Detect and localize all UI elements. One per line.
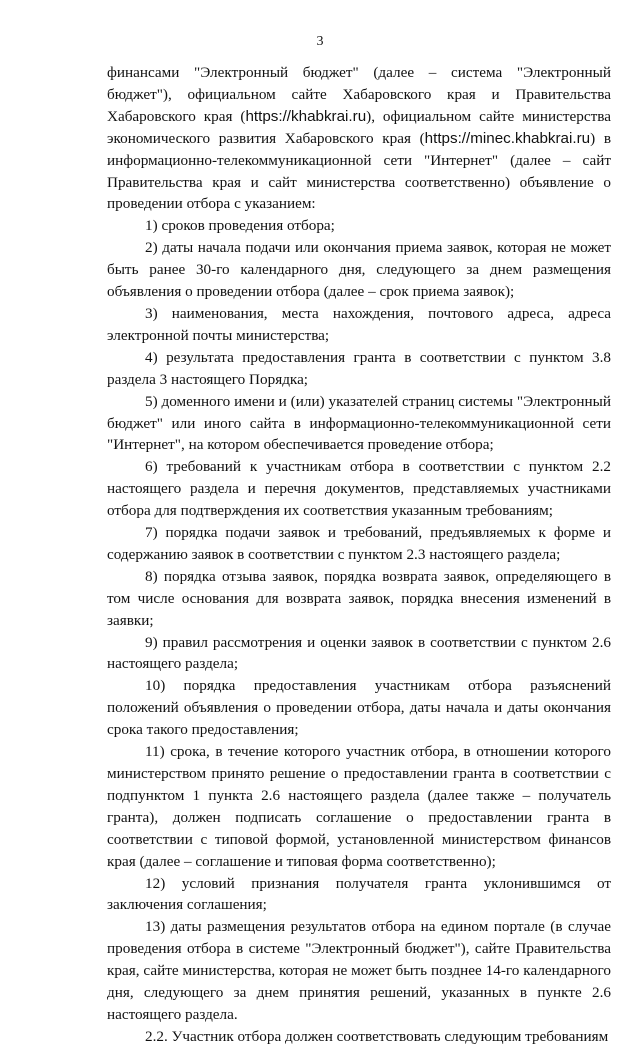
paragraph-text: 2.2. Участник отбора должен соответствовать следующим требованиям [145, 1027, 609, 1045]
paragraph-text: 2) даты начала подачи или окончания приема заявок, которая не может быть ранее 30-го календарного дня, следующего за днем размещения объявления о проведении отбора (далее – срок приема заявок); [107, 239, 611, 301]
paragraph [107, 303, 611, 347]
paragraph [107, 215, 611, 237]
paragraph [107, 566, 611, 632]
paragraph [107, 632, 611, 676]
paragraph-text: 6) требований к участникам отбора в соответствии с пунктом 2.2 настоящего раздела и перечня документов, представляемых участниками отбора для подтверждения их соответствия указанным требованиям; [107, 458, 611, 520]
paragraph [107, 873, 611, 917]
document-body [107, 62, 611, 1048]
paragraph [107, 675, 611, 741]
paragraph-text: 1) сроков проведения отбора; [145, 217, 335, 235]
paragraph [107, 62, 611, 215]
url-text: https://khabkrai.ru [245, 107, 367, 125]
page-number: 3 [316, 34, 324, 49]
paragraph [107, 456, 611, 522]
paragraph-text: 5) доменного имени и (или) указателей страниц системы "Электронный бюджет" или иного сайта в информационно-телекоммуникационной сети "Интернет", на котором обеспечивается проведение отбора; [107, 392, 611, 454]
paragraph-text: 9) правил рассмотрения и оценки заявок в соответствии с пунктом 2.6 настоящего раздела; [107, 633, 611, 673]
paragraph [107, 916, 611, 1026]
paragraph-text: 7) порядка подачи заявок и требований, предъявляемых к форме и содержанию заявок в соответствии с пунктом 2.3 настоящего раздела; [107, 524, 611, 563]
paragraph-text: ) в информационно-телекоммуникационной сети "Интернет" (далее – сайт Правительства края и сайт министерства соответственно) объявление о проведении отбора с указанием: [107, 129, 611, 213]
paragraph [107, 347, 611, 391]
paragraph-text: 12) условий признания получателя гранта уклонившимся от заключения соглашения; [107, 874, 611, 914]
paragraph [107, 1026, 611, 1048]
paragraph-text: 11) срока, в течение которого участник отбора, в отношении которого министерством принято решение о предоставлении гранта в соответствии с подпунктом 1 пункта 2.6 настоящего раздела (далее также – получатель гранта), должен подписать соглашение о предоставлении гранта в соответствии с типовой формой, установленной министерством финансов края (далее – соглашение и типовая форма соответственно); [107, 743, 611, 870]
paragraph-text: 8) порядка отзыва заявок, порядка возврата заявок, определяющего в том числе основания для возврата заявок, порядка внесения изменений в заявки; [107, 567, 611, 629]
paragraph-text: 4) результата предоставления гранта в соответствии с пунктом 3.8 раздела 3 настоящего Порядка; [107, 348, 611, 388]
paragraph-text: 13) даты размещения результатов отбора на едином портале (в случае проведения отбора в системе "Электронный бюджет"), сайте Правительства края, сайте министерства, которая не может быть позднее 14-го календарного дня, следующего за днем принятия решений, указанных в пункте 2.6 настоящего раздела. [107, 918, 611, 1023]
paragraph-text: ), официальном сайте министерства экономического развития Хабаровского края ( [107, 107, 611, 147]
paragraph [107, 741, 611, 872]
paragraph-text: 10) порядка предоставления участникам отбора разъяснений положений объявления о проведении отбора, даты начала и даты окончания срока такого предоставления; [107, 677, 611, 739]
paragraph [107, 391, 611, 457]
paragraph-text: 3) наименования, места нахождения, почтового адреса, адреса электронной почты министерства; [107, 304, 611, 344]
paragraph [107, 522, 611, 566]
paragraph-text: финансами "Электронный бюджет" (далее – система "Электронный бюджет"), официальном сайте Хабаровского края и Правительства Хабаровского края ( [107, 64, 611, 125]
paragraph [107, 237, 611, 303]
url-text: https://minec.khabkrai.ru [424, 129, 591, 147]
